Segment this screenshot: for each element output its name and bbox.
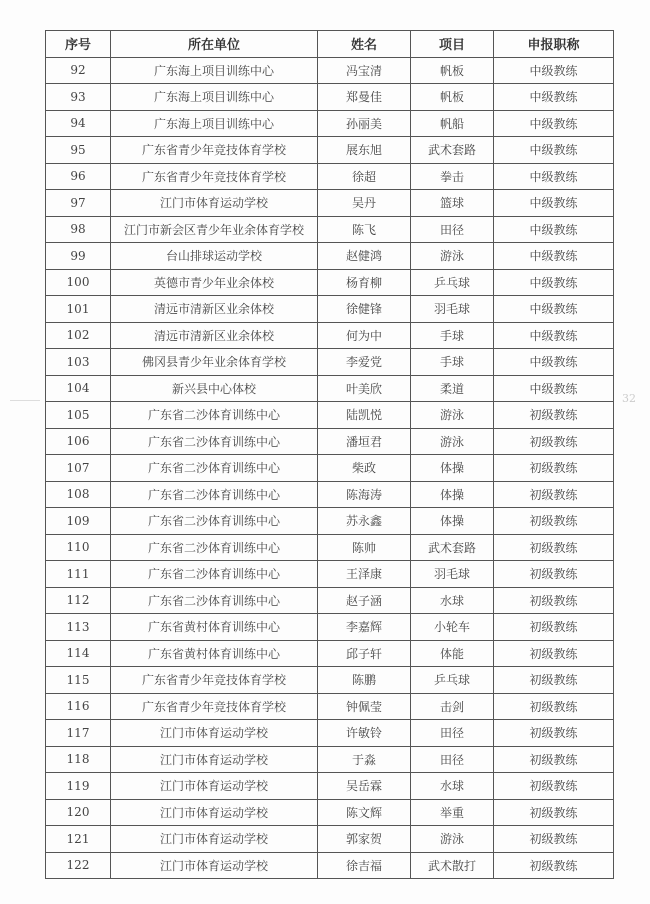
cell-name: 郭家贺 <box>318 826 411 853</box>
cell-unit: 广东省二沙体育训练中心 <box>111 402 318 429</box>
cell-name: 陈飞 <box>318 216 411 243</box>
cell-title: 初级教练 <box>494 826 614 853</box>
table-row <box>46 322 614 349</box>
table-row <box>46 614 614 641</box>
table-row <box>46 269 614 296</box>
cell-unit: 英德市青少年业余体校 <box>111 269 318 296</box>
cell-title: 初级教练 <box>494 667 614 694</box>
cell-sport: 田径 <box>411 216 494 243</box>
cell-title: 初级教练 <box>494 852 614 879</box>
cell-sport: 手球 <box>411 349 494 376</box>
cell-unit: 广东省青少年竞技体育学校 <box>111 137 318 164</box>
coach-title-table <box>45 30 614 879</box>
cell-title: 初级教练 <box>494 455 614 482</box>
table-row <box>46 216 614 243</box>
cell-unit: 江门市体育运动学校 <box>111 773 318 800</box>
cell-unit: 广东省青少年竞技体育学校 <box>111 163 318 190</box>
cell-name: 陆凯悦 <box>318 402 411 429</box>
table-row <box>46 773 614 800</box>
cell-index: 108 <box>46 481 111 508</box>
cell-index: 116 <box>46 693 111 720</box>
table-row <box>46 296 614 323</box>
table-row <box>46 375 614 402</box>
cell-sport: 乒乓球 <box>411 269 494 296</box>
header-index: 序号 <box>46 31 111 58</box>
cell-sport: 水球 <box>411 587 494 614</box>
cell-sport: 体能 <box>411 640 494 667</box>
cell-index: 92 <box>46 57 111 84</box>
cell-name: 徐超 <box>318 163 411 190</box>
cell-sport: 乒乓球 <box>411 667 494 694</box>
cell-name: 杨育柳 <box>318 269 411 296</box>
header-title: 申报职称 <box>494 31 614 58</box>
cell-title: 初级教练 <box>494 402 614 429</box>
cell-unit: 江门市体育运动学校 <box>111 852 318 879</box>
cell-title: 中级教练 <box>494 84 614 111</box>
table-row <box>46 481 614 508</box>
cell-unit: 广东省青少年竞技体育学校 <box>111 693 318 720</box>
table-row <box>46 190 614 217</box>
cell-name: 徐吉福 <box>318 852 411 879</box>
cell-index: 104 <box>46 375 111 402</box>
cell-name: 王泽康 <box>318 561 411 588</box>
cell-index: 109 <box>46 508 111 535</box>
cell-unit: 江门市新会区青少年业余体育学校 <box>111 216 318 243</box>
table-row <box>46 508 614 535</box>
cell-name: 许敏铃 <box>318 720 411 747</box>
cell-title: 中级教练 <box>494 163 614 190</box>
cell-index: 111 <box>46 561 111 588</box>
cell-unit: 广东海上项目训练中心 <box>111 57 318 84</box>
cell-index: 110 <box>46 534 111 561</box>
cell-sport: 篮球 <box>411 190 494 217</box>
cell-sport: 游泳 <box>411 428 494 455</box>
page-number: 32 <box>622 392 636 405</box>
cell-sport: 羽毛球 <box>411 296 494 323</box>
cell-sport: 游泳 <box>411 402 494 429</box>
cell-sport: 柔道 <box>411 375 494 402</box>
cell-title: 中级教练 <box>494 110 614 137</box>
cell-sport: 武术套路 <box>411 137 494 164</box>
table-row <box>46 826 614 853</box>
cell-name: 冯宝清 <box>318 57 411 84</box>
table-row <box>46 455 614 482</box>
table-row <box>46 852 614 879</box>
cell-index: 105 <box>46 402 111 429</box>
cell-sport: 羽毛球 <box>411 561 494 588</box>
table-row <box>46 402 614 429</box>
cell-title: 初级教练 <box>494 534 614 561</box>
table-row <box>46 428 614 455</box>
cell-index: 118 <box>46 746 111 773</box>
cell-name: 邱子轩 <box>318 640 411 667</box>
cell-name: 钟佩莹 <box>318 693 411 720</box>
cell-name: 赵健鸿 <box>318 243 411 270</box>
cell-sport: 体操 <box>411 455 494 482</box>
cell-sport: 体操 <box>411 481 494 508</box>
cell-name: 吴丹 <box>318 190 411 217</box>
table-row <box>46 163 614 190</box>
cell-sport: 田径 <box>411 720 494 747</box>
table-row <box>46 640 614 667</box>
cell-unit: 广东省二沙体育训练中心 <box>111 481 318 508</box>
cell-unit: 江门市体育运动学校 <box>111 720 318 747</box>
table-row <box>46 561 614 588</box>
cell-index: 115 <box>46 667 111 694</box>
cell-name: 陈帅 <box>318 534 411 561</box>
cell-name: 陈鹏 <box>318 667 411 694</box>
cell-index: 114 <box>46 640 111 667</box>
table-row <box>46 137 614 164</box>
cell-title: 初级教练 <box>494 746 614 773</box>
cell-index: 94 <box>46 110 111 137</box>
cell-title: 初级教练 <box>494 587 614 614</box>
cell-sport: 手球 <box>411 322 494 349</box>
table-row <box>46 57 614 84</box>
cell-name: 陈海涛 <box>318 481 411 508</box>
cell-index: 97 <box>46 190 111 217</box>
table-row <box>46 349 614 376</box>
cell-sport: 帆板 <box>411 57 494 84</box>
cell-unit: 佛冈县青少年业余体育学校 <box>111 349 318 376</box>
cell-sport: 水球 <box>411 773 494 800</box>
cell-name: 李爱党 <box>318 349 411 376</box>
cell-unit: 江门市体育运动学校 <box>111 190 318 217</box>
table-row <box>46 667 614 694</box>
cell-unit: 广东海上项目训练中心 <box>111 110 318 137</box>
cell-unit: 江门市体育运动学校 <box>111 746 318 773</box>
cell-title: 初级教练 <box>494 614 614 641</box>
cell-unit: 江门市体育运动学校 <box>111 826 318 853</box>
cell-title: 中级教练 <box>494 349 614 376</box>
cell-sport: 游泳 <box>411 826 494 853</box>
cell-title: 初级教练 <box>494 561 614 588</box>
header-name: 姓名 <box>318 31 411 58</box>
cell-index: 103 <box>46 349 111 376</box>
cell-index: 113 <box>46 614 111 641</box>
cell-index: 98 <box>46 216 111 243</box>
cell-unit: 台山排球运动学校 <box>111 243 318 270</box>
cell-unit: 广东省二沙体育训练中心 <box>111 587 318 614</box>
cell-unit: 广东省二沙体育训练中心 <box>111 534 318 561</box>
cell-unit: 广东省黄村体育训练中心 <box>111 640 318 667</box>
cell-name: 潘垣君 <box>318 428 411 455</box>
cell-index: 112 <box>46 587 111 614</box>
cell-index: 101 <box>46 296 111 323</box>
table-row <box>46 84 614 111</box>
cell-index: 100 <box>46 269 111 296</box>
cell-title: 初级教练 <box>494 481 614 508</box>
table-header-row <box>46 31 614 58</box>
cell-title: 中级教练 <box>494 375 614 402</box>
cell-name: 郑曼佳 <box>318 84 411 111</box>
scan-mark <box>10 400 40 401</box>
cell-sport: 武术套路 <box>411 534 494 561</box>
table-row <box>46 243 614 270</box>
cell-name: 孙丽美 <box>318 110 411 137</box>
cell-index: 96 <box>46 163 111 190</box>
cell-unit: 广东海上项目训练中心 <box>111 84 318 111</box>
cell-name: 陈文辉 <box>318 799 411 826</box>
cell-unit: 广东省二沙体育训练中心 <box>111 428 318 455</box>
cell-name: 吴岳霖 <box>318 773 411 800</box>
table-row <box>46 746 614 773</box>
cell-index: 121 <box>46 826 111 853</box>
cell-sport: 帆船 <box>411 110 494 137</box>
cell-title: 初级教练 <box>494 693 614 720</box>
cell-unit: 清远市清新区业余体校 <box>111 296 318 323</box>
cell-index: 120 <box>46 799 111 826</box>
table-row <box>46 693 614 720</box>
cell-name: 何为中 <box>318 322 411 349</box>
cell-title: 中级教练 <box>494 57 614 84</box>
cell-sport: 举重 <box>411 799 494 826</box>
cell-title: 中级教练 <box>494 190 614 217</box>
cell-name: 于淼 <box>318 746 411 773</box>
header-sport: 项目 <box>411 31 494 58</box>
table-row <box>46 799 614 826</box>
cell-index: 99 <box>46 243 111 270</box>
cell-index: 93 <box>46 84 111 111</box>
cell-title: 初级教练 <box>494 640 614 667</box>
cell-unit: 广东省二沙体育训练中心 <box>111 508 318 535</box>
cell-title: 初级教练 <box>494 428 614 455</box>
cell-title: 中级教练 <box>494 216 614 243</box>
cell-index: 122 <box>46 852 111 879</box>
cell-unit: 新兴县中心体校 <box>111 375 318 402</box>
cell-sport: 游泳 <box>411 243 494 270</box>
cell-unit: 广东省黄村体育训练中心 <box>111 614 318 641</box>
cell-sport: 体操 <box>411 508 494 535</box>
cell-index: 95 <box>46 137 111 164</box>
cell-title: 中级教练 <box>494 296 614 323</box>
cell-title: 初级教练 <box>494 720 614 747</box>
cell-name: 苏永鑫 <box>318 508 411 535</box>
cell-unit: 广东省青少年竞技体育学校 <box>111 667 318 694</box>
cell-index: 107 <box>46 455 111 482</box>
table-row <box>46 720 614 747</box>
cell-unit: 清远市清新区业余体校 <box>111 322 318 349</box>
cell-index: 117 <box>46 720 111 747</box>
cell-title: 初级教练 <box>494 773 614 800</box>
cell-name: 柴政 <box>318 455 411 482</box>
cell-sport: 武术散打 <box>411 852 494 879</box>
cell-title: 中级教练 <box>494 322 614 349</box>
cell-sport: 拳击 <box>411 163 494 190</box>
table-row <box>46 587 614 614</box>
cell-title: 初级教练 <box>494 508 614 535</box>
cell-name: 叶美欣 <box>318 375 411 402</box>
cell-index: 106 <box>46 428 111 455</box>
cell-unit: 广东省二沙体育训练中心 <box>111 455 318 482</box>
cell-name: 展东旭 <box>318 137 411 164</box>
table-row <box>46 534 614 561</box>
cell-sport: 帆板 <box>411 84 494 111</box>
cell-title: 中级教练 <box>494 137 614 164</box>
cell-sport: 小轮车 <box>411 614 494 641</box>
cell-title: 中级教练 <box>494 269 614 296</box>
cell-name: 赵子涵 <box>318 587 411 614</box>
cell-name: 徐健锋 <box>318 296 411 323</box>
cell-title: 中级教练 <box>494 243 614 270</box>
cell-sport: 田径 <box>411 746 494 773</box>
table-row <box>46 110 614 137</box>
cell-unit: 广东省二沙体育训练中心 <box>111 561 318 588</box>
cell-title: 初级教练 <box>494 799 614 826</box>
cell-unit: 江门市体育运动学校 <box>111 799 318 826</box>
cell-name: 李嘉辉 <box>318 614 411 641</box>
header-unit: 所在单位 <box>111 31 318 58</box>
cell-index: 119 <box>46 773 111 800</box>
cell-sport: 击剑 <box>411 693 494 720</box>
cell-index: 102 <box>46 322 111 349</box>
